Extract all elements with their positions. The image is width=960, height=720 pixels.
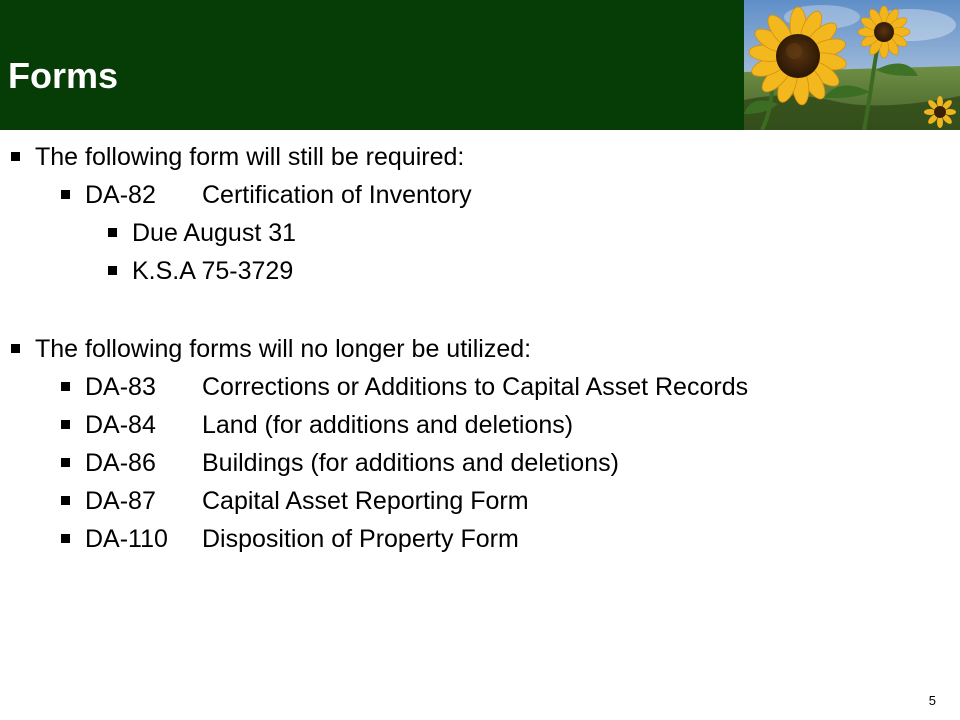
sunflower-photo — [744, 0, 960, 130]
square-bullet-icon — [11, 152, 20, 161]
form-code: DA-84 — [85, 411, 156, 439]
form-code: DA-87 — [85, 487, 156, 515]
form-code: DA-82 — [85, 181, 156, 209]
form-title: Land (for additions and deletions) — [202, 411, 574, 439]
form-code: DA-83 — [85, 373, 156, 401]
square-bullet-icon — [11, 344, 20, 353]
square-bullet-icon — [61, 458, 70, 467]
heading-text: The following form will still be required: — [35, 143, 465, 171]
square-bullet-icon — [108, 228, 117, 237]
heading-text: The following forms will no longer be utilized: — [35, 335, 532, 363]
title-banner — [0, 0, 960, 130]
form-code: DA-110 — [85, 525, 168, 553]
form-title: Corrections or Additions to Capital Asset Records — [202, 373, 749, 401]
form-title: Certification of Inventory — [202, 181, 472, 209]
square-bullet-icon — [61, 496, 70, 505]
square-bullet-icon — [61, 382, 70, 391]
form-title: Capital Asset Reporting Form — [202, 487, 529, 515]
square-bullet-icon — [108, 266, 117, 275]
form-title: Disposition of Property Form — [202, 525, 519, 553]
form-title: Buildings (for additions and deletions) — [202, 449, 619, 477]
square-bullet-icon — [61, 534, 70, 543]
form-code: DA-86 — [85, 449, 156, 477]
square-bullet-icon — [61, 190, 70, 199]
detail-text: K.S.A 75-3729 — [132, 257, 294, 285]
detail-text: Due August 31 — [132, 219, 297, 247]
square-bullet-icon — [61, 420, 70, 429]
page-number: 5 — [928, 693, 936, 708]
slide-title: Forms — [8, 55, 119, 96]
